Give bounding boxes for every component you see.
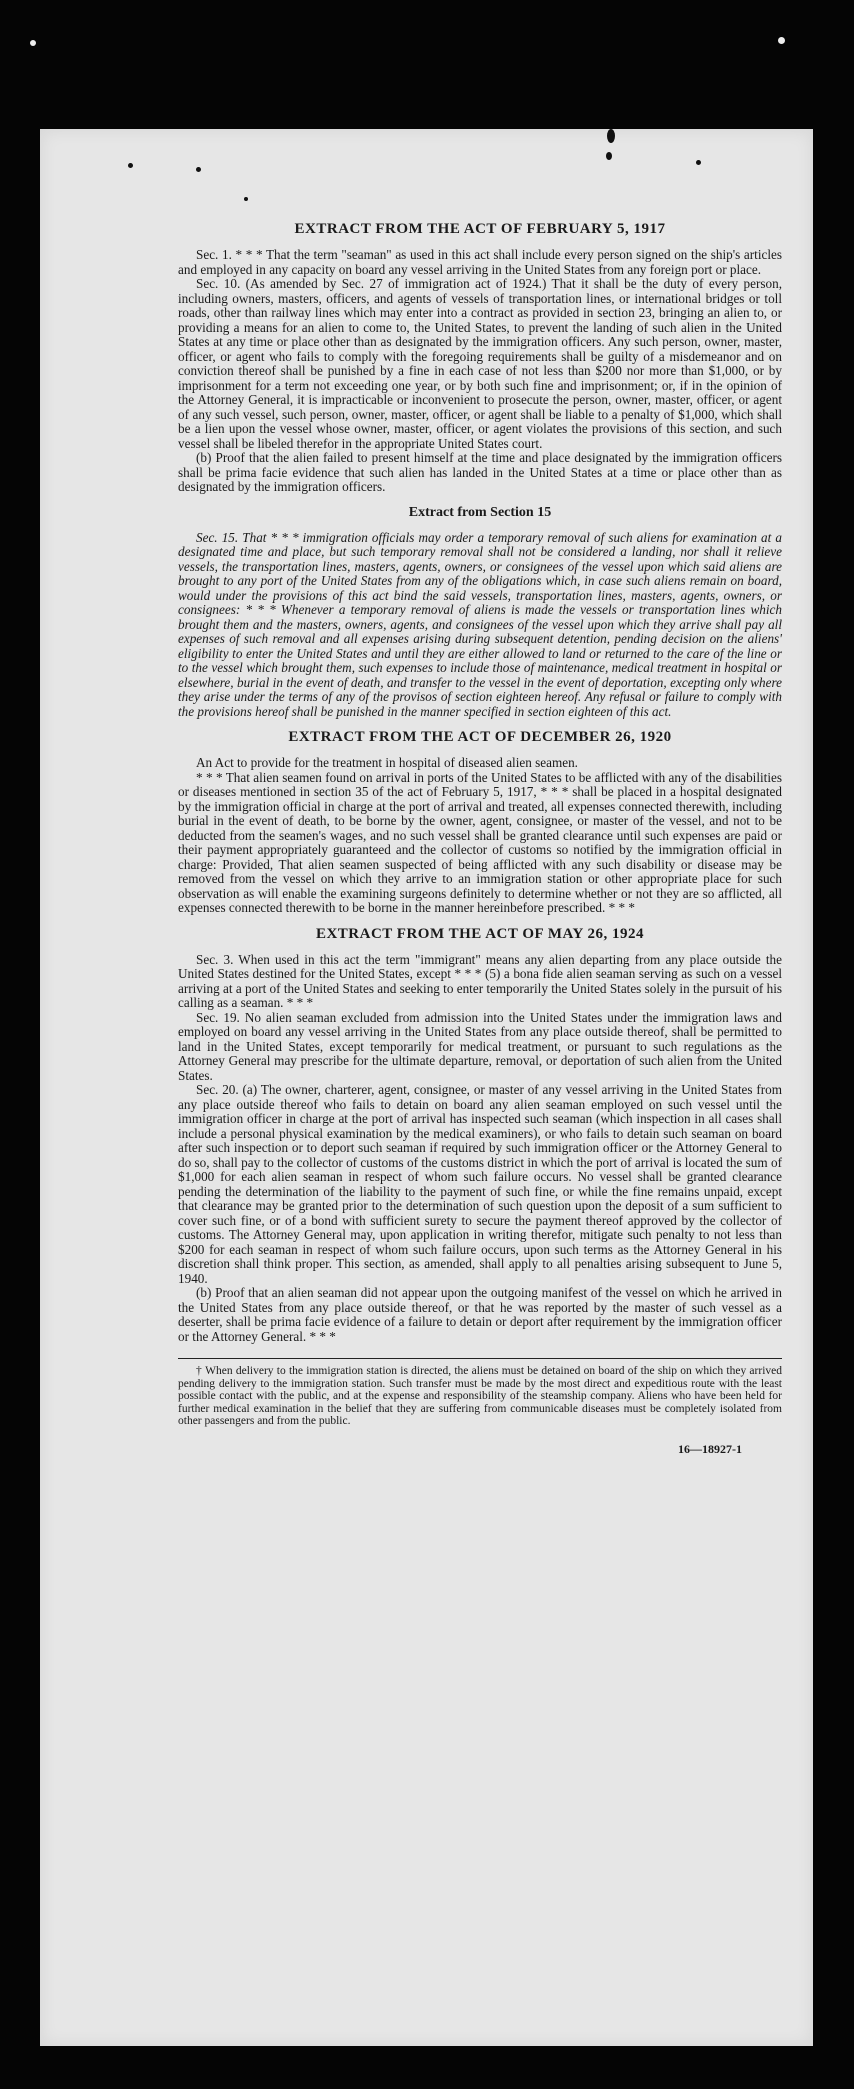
paragraph: Sec. 10. (As amended by Sec. 27 of immigration act of 1924.) That it shall be the duty of every person, including owners, masters, officers, and agents of vessels of transportation lines, or international bridges or toll roads, other than railway lines which may enter into a contract as provided in section 23, bringing an alien to, or providing a means for an alien to come to, the United States, to prevent the landing of such alien in the United States at any time or place other than as designated by the immigration officers. Any such person, owner, master, officer, or agent who fails to comply with the foregoing requirements shall be guilty of a misdemeanor and on conviction thereof shall be punished by a fine in each case of not less than $200 nor more than $1,000, or by imprisonment for a term not exceeding one year, or by both such fine and imprisonment; or, if in the opinion of the Attorney General, it is impracticable or inconvenient to prosecute the person, owner, master, officer, or agent of any such vessel, such person, owner, master, officer, or agent shall be liable to a penalty of $1,000, which shall be a lien upon the vessel whose owner, master, officer, or agent violates the provisions of this section, and such vessel shall be libeled therefor in the appropriate United States court. <box>178 276 782 451</box>
paragraph: (b) Proof that the alien failed to present himself at the time and place designated by the immigration officers shall be prima facie evidence that such alien has landed in the United States at a time or place other than as designated by the immigration officers. <box>178 450 782 494</box>
paragraph: Sec. 15. That * * * immigration officials may order a temporary removal of such aliens for examination at a designated time and place, but such temporary removal shall not be considered a landing, nor shall it relieve vessels, the transportation lines, masters, agents, owners, or consignees of the vessel upon which said aliens are brought to any port of the United States from any of the obligations which, in case such aliens remain on board, would under the provisions of this act bind the said vessels, transportation lines, masters, agents, owners, or consignees: * * * Whenever a temporary removal of aliens is made the vessels or transportation lines which brought them and the masters, owners, agents, and consignees of the vessel upon which they arrive shall pay all expenses of such removal and all expenses arising during subsequent detention, pending decision on the aliens' eligibility to enter the United States and until they are either allowed to land or returned to the care of the line or to the vessel which brought them, such expenses to include those of maintenance, medical treatment in hospital or elsewhere, burial in the event of death, and transfer to the vessel in the event of deportation, excepting only where they arise under the terms of any of the provisos of section eighteen hereof. Any refusal or failure to comply with the provisions hereof shall be punished in the manner specified in section eighteen of this act. <box>178 529 782 719</box>
punch-mark <box>196 167 201 172</box>
section-heading: EXTRACT FROM THE ACT OF MAY 26, 1924 <box>315 925 645 942</box>
paragraph: Sec. 3. When used in this act the term "immigrant" means any alien departing from any place outside the United States destined for the United States, except * * * (5) a bona fide alien seaman serving as such on a vessel arriving at a port of the United States and seeking to enter temporarily the United States solely in the pursuit of his calling as a seaman. * * * <box>178 951 782 1010</box>
paragraph: * * * That alien seamen found on arrival in ports of the United States to be afflicted with any of the disabilities or diseases mentioned in section 35 of the act of February 5, 1917, * * * shall be placed in a hospital designated by the immigration official in charge at the port of arrival and treated, all expenses connected therewith, including burial in the event of death, to be borne by the owner, agent, consignee, or master of the vessel, and not to be deducted from the seamen's wages, and no such vessel shall be granted clearance until such expenses are paid or their payment appropriately guaranteed and the collector of customs so notified by the immigration official in charge: Provided, That alien seamen suspected of being afflicted with any such disability or disease may be removed from the vessel on which they arrive to an immigration station or other appropriate place for such observation as will enable the examining surgeons definitely to determine whether or not they are so afflicted, all expenses connected therewith to be borne in the manner hereinbefore prescribed. * * * <box>178 769 782 915</box>
paragraph: An Act to provide for the treatment in hospital of diseased alien seamen. <box>196 755 578 770</box>
punch-mark <box>606 152 612 160</box>
document-body <box>178 221 782 1457</box>
document-page <box>40 129 813 2046</box>
paragraph: Sec. 19. No alien seaman excluded from admission into the United States under the immigration laws and employed on board any vessel arriving in the United States from any place outside thereof, shall be permitted to land in the United States, except temporarily for medical treatment, or pursuant to such regulations as the Attorney General may prescribe for the ultimate departure, removal, or deportation of such alien from the United States. <box>178 1009 782 1083</box>
paragraph: Sec. 20. (a) The owner, charterer, agent, consignee, or master of any vessel arriving in the United States from any place outside thereof who fails to detain on board any alien seaman employed on such vessel until the immigration officer in charge at the port of arrival has inspected such seaman (which inspection in all cases shall include a personal physical examination by the medical examiners), or who fails to detain such seaman on board after such inspection or to deport such seaman if required by such immigration officer or the Attorney General to do so, shall pay to the collector of customs of the customs district in which the port of arrival is located the sum of $1,000 for each alien seaman in respect of whom such failure occurs. No vessel shall be granted clearance pending the determination of the liability to the payment of such fine, or while the fine remains unpaid, except that clearance may be granted prior to the determination of such question upon the deposit of a sum sufficient to cover such fine, or of a bond with sufficient surety to secure the payment thereof approved by the collector of customs. The Attorney General may, upon application in writing therefor, mitigate such penalty to not less than $200 for each seaman in respect of whom such failure occurs, upon such terms as the Attorney General in his discretion shall think proper. This section, as amended, shall apply to all penalties arising subsequent to June 5, 1940. <box>178 1082 782 1286</box>
footnote: † When delivery to the immigration station is directed, the aliens must be detained on board of the ship on which they arrived pending delivery to the immigration station. Such transfer must be made by the most direct and expeditious route with the least possible contact with the public, and at the expense and responsibility of the steamship company. Aliens who have been held for further medical examination in the belief that they are suffering from communicable diseases must be completely isolated from other passengers and from the public. <box>178 1358 782 1428</box>
punch-mark <box>244 197 248 201</box>
section-heading: EXTRACT FROM THE ACT OF FEBRUARY 5, 1917 <box>294 221 666 237</box>
scan-speck <box>30 40 36 46</box>
punch-mark <box>607 129 615 143</box>
punch-mark <box>696 160 701 165</box>
punch-mark <box>128 163 133 168</box>
scan-speck <box>778 37 785 44</box>
paragraph: Sec. 1. * * * That the term "seaman" as used in this act shall include every person signed on the ship's articles and employed in any capacity on board any vessel arriving in the United States from any foreign port or place. <box>178 247 782 277</box>
section-heading: EXTRACT FROM THE ACT OF DECEMBER 26, 1920 <box>288 729 672 745</box>
paragraph: (b) Proof that an alien seaman did not appear upon the outgoing manifest of the vessel on which he arrived in the United States from any place outside thereof, or that he was reported by the master of such vessel as a deserter, shall be prima facie evidence of a failure to detain or deport after requirement by the immigration officer or the Attorney General. * * * <box>178 1285 782 1344</box>
section-subheading: Extract from Section 15 <box>408 504 552 520</box>
form-code: 16—18927-1 <box>678 1441 742 1456</box>
